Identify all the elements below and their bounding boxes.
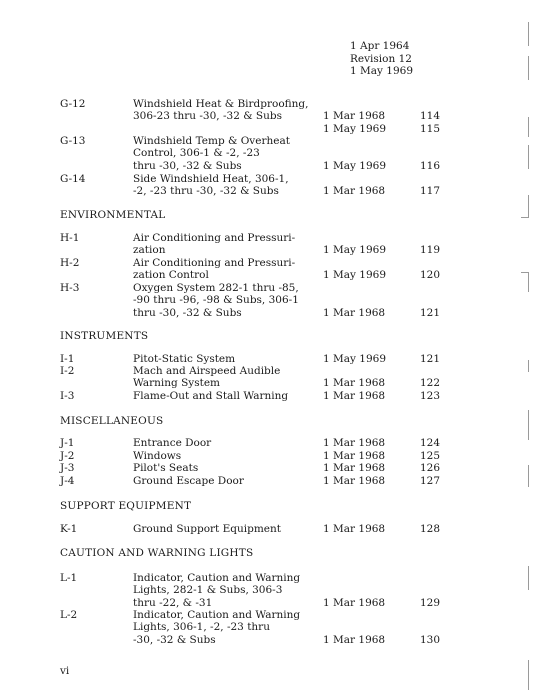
row-title-line: thru -30, -32 & Subs [133,159,242,172]
row-title-line: Air Conditioning and Pressuri- [133,232,296,244]
scan-edge-mark [528,272,529,292]
row-date: 1 May 1969 [323,122,387,135]
row-page: 125 [420,450,441,462]
row-page: 121 [420,306,441,319]
scan-edge-mark [528,410,529,440]
row-title-line: Oxygen System 282-1 thru -85, [133,282,299,294]
row-code: L-2 [60,609,78,621]
row-title-line: thru -30, -32 & Subs [133,306,242,319]
row-date: 1 Mar 1968 [323,450,386,462]
row-page: 120 [420,269,441,282]
row-title-line: Indicator, Caution and Warning [133,572,301,584]
row-code: H-1 [60,232,80,244]
row-code: H-2 [60,257,80,269]
scan-edge-mark [528,195,529,217]
row-page: 129 [420,596,441,609]
section-environmental: ENVIRONMENTAL [60,209,166,221]
row-date: 1 Mar 1968 [323,633,386,646]
section-caution-warning-lights: CAUTION AND WARNING LIGHTS [60,547,254,559]
row-title-line: Entrance Door [133,437,212,449]
page-number: vi [60,665,70,677]
row-page: 127 [420,475,441,487]
row-code: J-2 [60,450,75,462]
row-date: 1 Mar 1968 [323,377,386,390]
row-date: 1 Mar 1968 [323,437,386,449]
row-title-line: Flame-Out and Stall Warning [133,390,289,402]
section-support-equipment: SUPPORT EQUIPMENT [60,500,192,512]
row-title-line: Pitot-Static System [133,353,236,365]
row-page: 119 [420,244,441,257]
row-title-line: zation Control [133,269,209,282]
scan-edge-mark [528,465,529,487]
row-date: 1 May 1969 [323,269,387,282]
row-title-line: Air Conditioning and Pressuri- [133,257,296,269]
row-date: 1 Mar 1968 [323,462,386,474]
row-title-line: Lights, 282-1 & Subs, 306-3 [133,584,283,597]
original-date: 1 Apr 1964 [350,40,410,52]
row-date: 1 May 1969 [323,159,387,172]
row-code: G-13 [60,135,86,147]
revision-header [350,40,413,78]
scan-edge-mark [528,22,529,46]
row-title-line: Side Windshield Heat, 306-1, [133,173,289,185]
row-code: J-3 [60,462,75,474]
row-code: L-1 [60,572,78,584]
row-page: 115 [420,122,441,135]
row-date: 1 Mar 1968 [323,475,386,487]
row-title-line: 306-23 thru -30, -32 & Subs [133,110,282,123]
row-date: 1 Mar 1968 [323,523,386,535]
row-code: G-12 [60,98,86,110]
row-code: J-1 [60,437,75,449]
scan-edge-mark [528,56,529,80]
row-title-line: -30, -32 & Subs [133,633,216,646]
scan-edge-mark [528,660,529,690]
row-code: J-4 [60,475,75,487]
row-title-line: Indicator, Caution and Warning [133,609,301,621]
row-page: 121 [420,353,441,365]
row-page: 124 [420,437,441,449]
row-title-line: Lights, 306-1, -2, -23 thru [133,621,270,634]
row-title-line: Windshield Temp & Overheat [133,135,290,147]
section-instruments: INSTRUMENTS [60,330,149,342]
scan-edge-mark [528,145,529,169]
row-page: 114 [420,110,441,123]
row-date: 1 May 1969 [323,244,387,257]
row-date: 1 Mar 1968 [323,185,386,198]
row-page: 116 [420,159,441,172]
row-title-line: Warning System [133,377,221,390]
section-miscellaneous: MISCELLANEOUS [60,415,164,427]
row-page: 122 [420,377,441,390]
row-title-line: Control, 306-1 & -2, -23 [133,147,260,160]
scan-edge-mark [521,217,529,218]
row-date: 1 Mar 1968 [323,306,386,319]
row-page: 126 [420,462,441,474]
scan-edge-mark [528,360,529,372]
revision-date: 1 May 1969 [350,65,414,77]
row-page: 130 [420,633,441,646]
scan-edge-mark [528,566,529,590]
row-code: G-14 [60,173,86,185]
row-code: H-3 [60,282,80,294]
row-title-line: Ground Support Equipment [133,523,281,535]
row-code: I-3 [60,390,75,402]
row-date: 1 Mar 1968 [323,596,386,609]
row-date: 1 Mar 1968 [323,390,386,402]
row-code: I-1 [60,353,75,365]
row-code: K-1 [60,523,78,535]
row-page: 128 [420,523,441,535]
row-title-line: zation [133,244,166,257]
scan-edge-mark [528,117,529,137]
revision-number: Revision 12 [350,52,412,65]
row-date: 1 Mar 1968 [323,110,386,123]
row-title-line: Windshield Heat & Birdproofing, [133,98,309,110]
row-date: 1 May 1969 [323,353,387,365]
row-title-line: -2, -23 thru -30, -32 & Subs [133,185,279,198]
row-title-line: -90 thru -96, -98 & Subs, 306-1 [133,294,299,307]
scan-edge-mark [521,272,529,273]
row-title-line: Pilot's Seats [133,462,199,474]
row-page: 117 [420,185,441,198]
row-title-line: Ground Escape Door [133,475,244,487]
row-title-line: Mach and Airspeed Audible [133,365,281,377]
row-page: 123 [420,390,441,402]
row-title-line: thru -22, & -31 [133,596,213,609]
row-code: I-2 [60,365,75,377]
row-title-line: Windows [133,450,182,462]
